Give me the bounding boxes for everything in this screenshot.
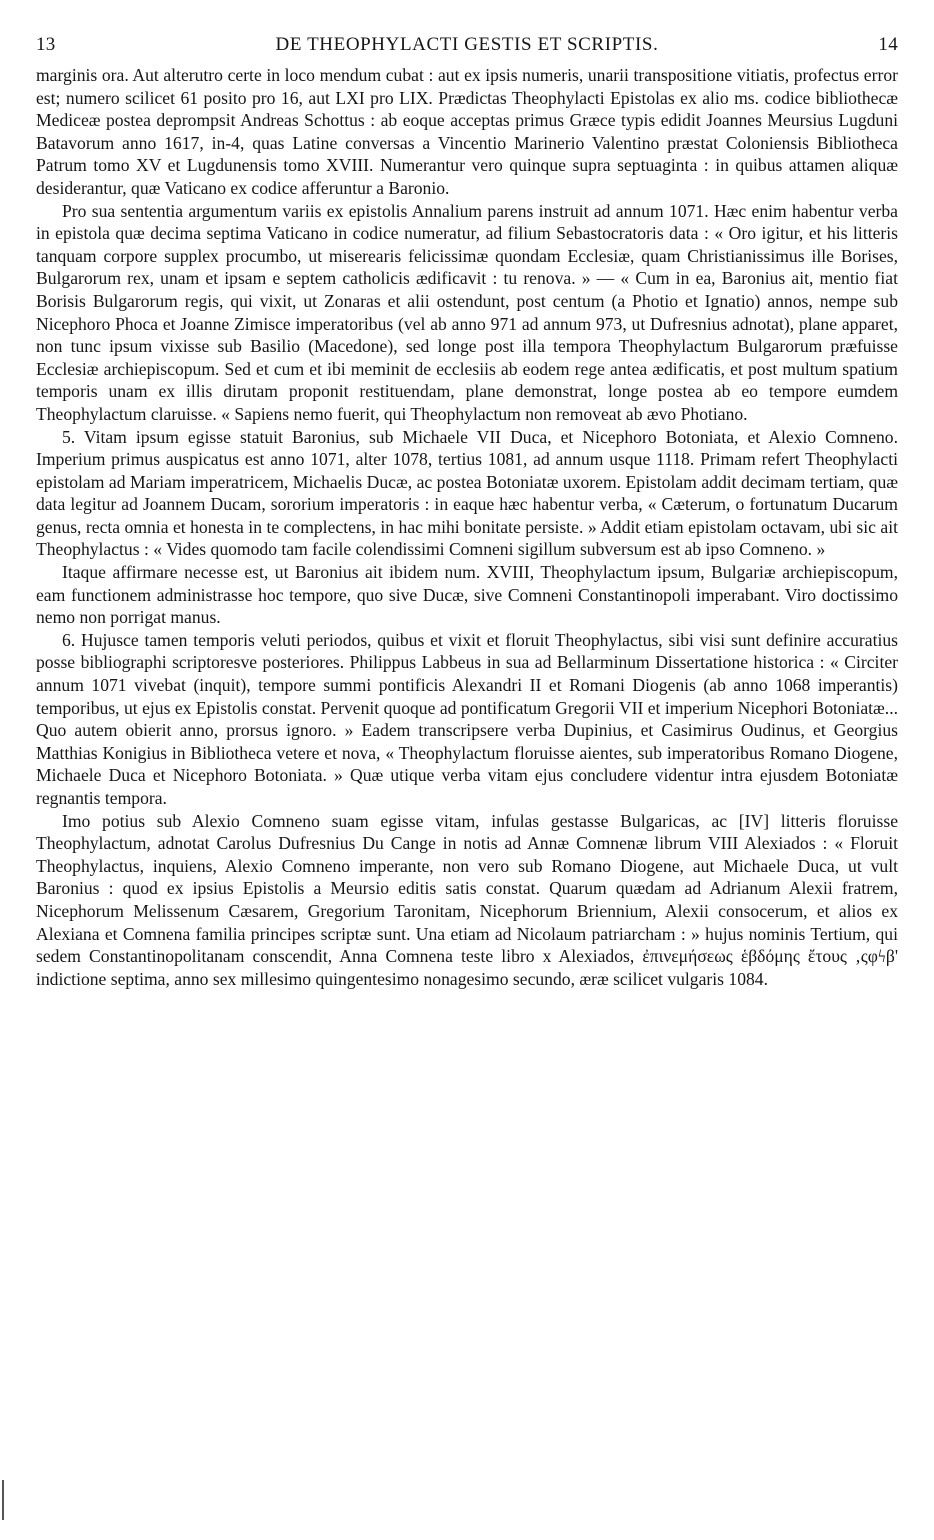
paragraph: Itaque affirmare necesse est, ut Baronius ait ibidem num. XVIII, Theophylactum ipsum, Bulgariæ archiepiscopum, eam functionem administrasse hoc tempore, quo sive Ducæ, sive Comneni Constantinopoli imperabant. Viro doctissimo nemo non porrigat manus. <box>36 562 898 628</box>
paragraph: Imo potius sub Alexio Comneno suam egisse vitam, infulas gestasse Bulgaricas, ac [IV] litteris floruisse Theophylactum, adnotat Carolus Dufresnius Du Cange in notis ad Annæ Comnenæ librum VIII Alexiados : « Floruit Theophylactus, inquiens, Alexio Comneno imperante, non vero sub Romano Diogene, aut Michaele Duca, ut vult Baronius : quod ex ipsius Epistolis a Meursio editis satis constat. Quarum quædam ad Adrianum Alexii fratrem, Nicephorum Melissenum Cæsarem, Gregorium Taronitam, Nicephorum Briennium, Alexii consocerum, et alios ex Alexiana et Comnena familia principes scriptæ sunt. Una etiam ad Nicolaum patriarcham : » hujus nominis Tertium, qui sedem Constantinopolitanam conscendit, Anna Comnena teste libro x Alexiados, ἐπινεμήσεως ἑβδόμης ἔτους ‚ςφϟβ' indictione septima, anno sex millesimo quingentesimo nonagesimo secundo, æræ scilicet vulgaris 1084. <box>36 810 898 989</box>
page-body <box>36 64 898 990</box>
running-title: DE THEOPHYLACTI GESTIS ET SCRIPTIS. <box>275 34 659 55</box>
scan-edge-mark <box>2 1480 4 1520</box>
left-page-number: 13 <box>36 34 56 55</box>
paragraph-continued: marginis ora. Aut alterutro certe in loco mendum cubat : aut ex ipsis numeris, unarii transpositione vitiatis, profectus error est; numero scilicet 61 posito pro 16, aut LXI pro LIX. Prædictas Theophylacti Epistolas ex alio ms. codice bibliothecæ Mediceæ postea deprompsit Andreas Schottus : ab eoque acceptas primus Græce typis edidit Joannes Meursius Lugduni Batavorum anno 1617, in-4, quas Latine conversas a Vincentio Marinerio Valentino præstat Coloniensis Bibliotheca Patrum tomo XV et Lugdunensis tomo XVIII. Numerantur vero quinque supra septuaginta : in quibus attamen aliquæ desiderantur, quæ Vaticano ex codice afferuntur a Baronio. <box>36 65 898 198</box>
right-page-number: 14 <box>878 34 898 55</box>
running-head <box>36 34 898 58</box>
paragraph-section-5: 5. Vitam ipsum egisse statuit Baronius, sub Michaele VII Duca, et Nicephoro Botoniata, et Alexio Comneno. Imperium primus auspicatus est anno 1071, alter 1078, tertius 1081, ad annum usque 1118. Primam refert Theophylacti epistolam ad Mariam imperatricem, Michaelis Ducæ, ac postea Botoniatæ uxorem. Epistolam addit decimam tertiam, quæ data legitur ad Joannem Ducam, sororium imperatoris : in eaque hæc habentur verba, « Cæterum, o fortunatum Ducarum genus, recta omnia et honesta in te complectens, in hac mihi bonitate persiste. » Addit etiam epistolam octavam, ubi sic ait Theophylactus : « Vides quomodo tam facile colendissimi Comneni sigillum subversum est ab ipso Comneno. » <box>36 426 898 560</box>
book-page <box>36 34 898 990</box>
paragraph: Pro sua sententia argumentum variis ex epistolis Annalium parens instruit ad annum 1071. Hæc enim habentur verba in epistola quæ decima septima Vaticano in codice numeratur, ad filium Sebastocratoris data : « Oro igitur, et his litteris tanquam corpore supplex procumbo, ut miserearis felicissimæ quondam Ecclesiæ, quam Christianissimus ille Borises, Bulgarorum rex, unam et ipsam e septem catholicis ædificavit : tu renova. » — « Cum in ea, Baronius ait, mentio fiat Borisis Bulgarorum regis, qui vixit, ut Zonaras et alii ostendunt, post centum (a Photio et Ignatio) annos, nempe sub Nicephoro Phoca et Joanne Zimisce imperatoribus (vel ab anno 971 ad annum 973, ut Dufresnius adnotat), plane apparet, non tunc ipsum vixisse sub Basilio (Macedone), sed longe post illa tempora Theophylactum Bulgarorum præfuisse Ecclesiæ archiepiscopum. Sed et cum et ibi meminit de ecclesiis ab eodem rege antea ædificatis, et post multum spatium temporis unam ex illis dirutam proponit restituendam, plane demonstrat, longe postea ab eo tempore eumdem Theophylactum claruisse. « Sapiens nemo fuerit, qui Theophylactum non removeat ab ævo Photiano. <box>36 200 898 424</box>
paragraph-section-6: 6. Hujusce tamen temporis veluti periodos, quibus et vixit et floruit Theophylactus, sibi visi sunt definire accuratius posse bibliographi scriptoresve posteriores. Philippus Labbeus in sua ad Bellarminum Dissertatione historica : « Circiter annum 1071 vivebat (inquit), tempore summi pontificis Alexandri II et Romani Diogenis (ab anno 1068 imperantis) temporibus, ut ejus ex Epistolis constat. Pervenit quoque ad pontificatum Gregorii VII et imperium Nicephori Botoniatæ... Quo autem obierit anno, prorsus ignoro. » Eadem transcripsere verba Dupinius, et Casimirus Oudinus, et Georgius Matthias Konigius in Bibliotheca vetere et nova, « Theophylactum floruisse aientes, sub imperatoribus Romano Diogene, Michaele Duca et Nicephoro Botoniata. » Quæ utique verba vitam ejus concludere videntur intra ejusdem Botoniatæ regnantis tempora. <box>36 629 898 808</box>
